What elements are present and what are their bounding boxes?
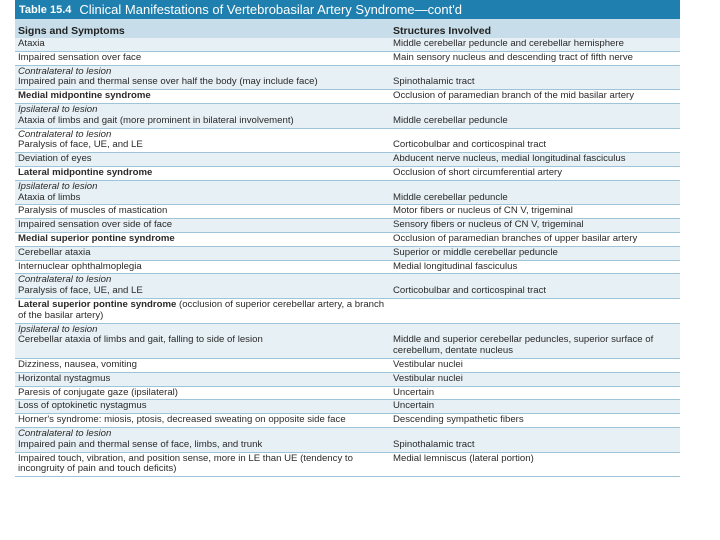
table-row bbox=[15, 414, 680, 428]
structure-cell bbox=[387, 359, 680, 372]
table-row bbox=[15, 66, 680, 91]
signs-cell bbox=[15, 359, 387, 372]
sign-text: Internuclear ophthalmoplegia bbox=[18, 260, 142, 272]
structure-cell bbox=[387, 66, 680, 90]
table-row bbox=[15, 129, 680, 154]
structure-cell bbox=[387, 387, 680, 400]
table-row bbox=[15, 90, 680, 104]
structure-cell bbox=[387, 38, 680, 51]
signs-cell bbox=[15, 299, 387, 323]
structure-cell bbox=[387, 167, 680, 180]
table-row bbox=[15, 324, 680, 359]
structure-cell bbox=[387, 247, 680, 260]
signs-cell bbox=[15, 233, 387, 246]
structure-cell bbox=[387, 274, 680, 298]
table-body bbox=[15, 38, 680, 477]
signs-cell bbox=[15, 90, 387, 103]
structure-text: Corticobulbar and corticospinal tract bbox=[393, 285, 547, 297]
sign-text: Horizontal nystagmus bbox=[18, 372, 111, 384]
signs-cell bbox=[15, 324, 387, 358]
table-title: Clinical Manifestations of Vertebrobasilar Artery Syndrome—cont'd bbox=[79, 2, 462, 17]
structure-text: Occlusion of paramedian branches of upper basilar artery bbox=[393, 232, 638, 244]
structure-text: Middle cerebellar peduncle bbox=[393, 114, 508, 126]
syndrome-name: Medial midpontine syndrome bbox=[18, 90, 151, 102]
table-row bbox=[15, 167, 680, 181]
structure-cell bbox=[387, 233, 680, 246]
col-signs-header: Signs and Symptoms bbox=[18, 25, 125, 37]
column-headers bbox=[15, 19, 680, 38]
signs-cell bbox=[15, 387, 387, 400]
signs-cell bbox=[15, 247, 387, 260]
syndrome-name: Lateral midpontine syndrome bbox=[18, 166, 153, 178]
structure-text: Middle and superior cerebellar peduncles, superior surface of cerebellum, dentate nucleus bbox=[393, 334, 654, 357]
signs-cell bbox=[15, 414, 387, 427]
table-row bbox=[15, 299, 680, 324]
structure-cell bbox=[387, 104, 680, 128]
signs-cell bbox=[15, 153, 387, 166]
laterality-label: Contralateral to lesion bbox=[18, 274, 112, 286]
sign-text: Impaired sensation over side of face bbox=[18, 219, 173, 231]
structure-text: Descending sympathetic fibers bbox=[393, 414, 524, 426]
sign-text: Paralysis of muscles of mastication bbox=[18, 205, 168, 217]
sign-text: Dizziness, nausea, vomiting bbox=[18, 358, 137, 370]
table-row bbox=[15, 205, 680, 219]
signs-cell bbox=[15, 219, 387, 232]
sign-text: Cerebellar ataxia of limbs and gait, falling to side of lesion bbox=[18, 334, 263, 346]
table-row bbox=[15, 219, 680, 233]
structure-text: Vestibular nuclei bbox=[393, 358, 463, 370]
structure-text: Abducent nerve nucleus, medial longitudinal fasciculus bbox=[393, 153, 626, 165]
table-row bbox=[15, 233, 680, 247]
structure-text: Occlusion of short circumferential artery bbox=[393, 166, 563, 178]
structure-text: Middle cerebellar peduncle bbox=[393, 191, 508, 203]
structure-cell bbox=[387, 261, 680, 274]
table-row bbox=[15, 400, 680, 414]
sign-text: Impaired pain and thermal sense of face, limbs, and trunk bbox=[18, 438, 263, 450]
signs-cell bbox=[15, 400, 387, 413]
structure-cell bbox=[387, 324, 680, 358]
structure-text: Occlusion of paramedian branch of the mid basilar artery bbox=[393, 90, 635, 102]
structure-text: Main sensory nucleus and descending tract of fifth nerve bbox=[393, 51, 633, 63]
table-row bbox=[15, 153, 680, 167]
structure-text: Medial lemniscus (lateral portion) bbox=[393, 452, 534, 464]
sign-text: Paralysis of face, UE, and LE bbox=[18, 139, 143, 151]
structure-cell bbox=[387, 400, 680, 413]
structure-cell bbox=[387, 373, 680, 386]
structure-text: Middle cerebellar peduncle and cerebellar hemisphere bbox=[393, 38, 624, 49]
cell-spacer bbox=[393, 182, 680, 193]
laterality-label: Contralateral to lesion bbox=[18, 427, 112, 439]
structure-cell bbox=[387, 129, 680, 153]
structure-cell bbox=[387, 428, 680, 452]
sign-text: Ataxia of limbs and gait (more prominent in bilateral involvement) bbox=[18, 114, 294, 126]
sign-text: Impaired sensation over face bbox=[18, 51, 142, 63]
signs-cell bbox=[15, 261, 387, 274]
structure-text: Spinothalamic tract bbox=[393, 76, 475, 88]
signs-cell bbox=[15, 205, 387, 218]
table-row bbox=[15, 261, 680, 275]
laterality-label: Ipsilateral to lesion bbox=[18, 180, 98, 192]
table-row bbox=[15, 52, 680, 66]
structure-cell bbox=[387, 52, 680, 65]
structure-cell bbox=[387, 219, 680, 232]
table-row bbox=[15, 181, 680, 206]
table-row bbox=[15, 428, 680, 453]
structure-text: Medial longitudinal fasciculus bbox=[393, 260, 518, 272]
sign-text: Horner's syndrome: miosis, ptosis, decreased sweating on opposite side face bbox=[18, 414, 346, 426]
laterality-label: Contralateral to lesion bbox=[18, 65, 112, 77]
table-row bbox=[15, 274, 680, 299]
structure-text: Uncertain bbox=[393, 400, 435, 412]
table-row bbox=[15, 373, 680, 387]
table-row bbox=[15, 453, 680, 478]
structure-text: Motor fibers or nucleus of CN V, trigeminal bbox=[393, 205, 573, 217]
signs-cell bbox=[15, 428, 387, 452]
structure-cell bbox=[387, 205, 680, 218]
signs-cell bbox=[15, 129, 387, 153]
signs-cell bbox=[15, 274, 387, 298]
sign-text: Cerebellar ataxia bbox=[18, 246, 91, 258]
sign-text: Paresis of conjugate gaze (ipsilateral) bbox=[18, 386, 178, 398]
signs-cell bbox=[15, 52, 387, 65]
signs-cell bbox=[15, 104, 387, 128]
structure-text: Corticobulbar and corticospinal tract bbox=[393, 139, 547, 151]
structure-cell bbox=[387, 414, 680, 427]
table-row bbox=[15, 387, 680, 401]
sign-text: Impaired touch, vibration, and position sense, more in LE than UE (tendency to incongruity of pain and touch deficits) bbox=[18, 452, 353, 475]
syndrome-note: (occlusion of superior cerebellar artery, a branch of the basilar artery) bbox=[18, 298, 385, 321]
laterality-label: Ipsilateral to lesion bbox=[18, 103, 98, 115]
structure-cell bbox=[387, 181, 680, 205]
table-row bbox=[15, 38, 680, 52]
signs-cell bbox=[15, 66, 387, 90]
table-row bbox=[15, 247, 680, 261]
table-row bbox=[15, 359, 680, 373]
col-structures-header: Structures Involved bbox=[393, 25, 492, 37]
signs-cell bbox=[15, 167, 387, 180]
sign-text: Impaired pain and thermal sense over half the body (may include face) bbox=[18, 76, 318, 88]
signs-cell bbox=[15, 373, 387, 386]
structure-text: Superior or middle cerebellar peduncle bbox=[393, 246, 558, 258]
signs-cell bbox=[15, 453, 387, 477]
sign-text: Ataxia bbox=[18, 38, 45, 49]
syndrome-name: Medial superior pontine syndrome bbox=[18, 232, 175, 244]
manifestations-table bbox=[15, 0, 680, 477]
sign-text: Ataxia of limbs bbox=[18, 191, 81, 203]
structure-text: Vestibular nuclei bbox=[393, 372, 463, 384]
laterality-label: Contralateral to lesion bbox=[18, 128, 112, 140]
table-row bbox=[15, 104, 680, 129]
structure-text: Spinothalamic tract bbox=[393, 438, 475, 450]
signs-cell bbox=[15, 38, 387, 51]
structure-cell bbox=[387, 90, 680, 103]
structure-cell bbox=[387, 153, 680, 166]
structure-cell bbox=[387, 453, 680, 477]
sign-text: Deviation of eyes bbox=[18, 153, 92, 165]
structure-text: Sensory fibers or nucleus of CN V, trigeminal bbox=[393, 219, 584, 231]
table-number: Table 15.4 bbox=[19, 3, 72, 16]
sign-text: Loss of optokinetic nystagmus bbox=[18, 400, 147, 412]
structure-cell bbox=[387, 299, 680, 323]
laterality-label: Ipsilateral to lesion bbox=[18, 323, 98, 335]
table-header-bar bbox=[15, 0, 680, 19]
signs-cell bbox=[15, 181, 387, 205]
syndrome-name: Lateral superior pontine syndrome bbox=[18, 298, 177, 310]
sign-text: Paralysis of face, UE, and LE bbox=[18, 285, 143, 297]
structure-text: Uncertain bbox=[393, 386, 435, 398]
